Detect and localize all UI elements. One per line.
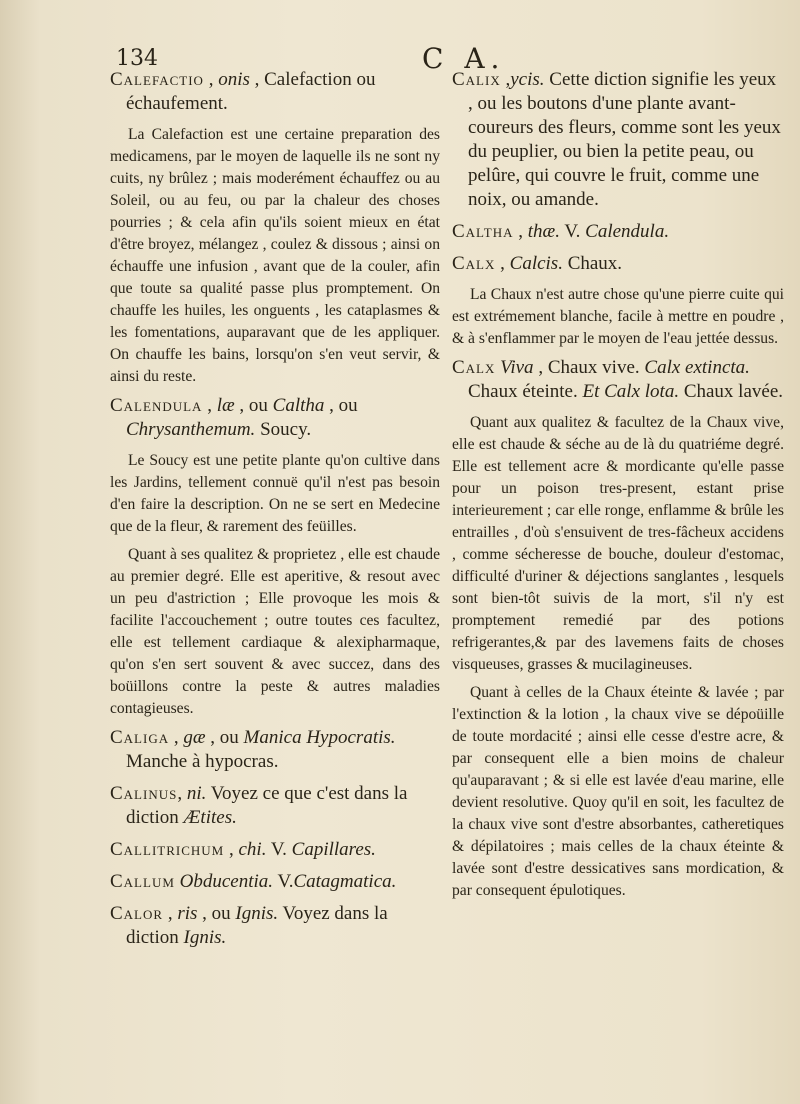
headword: Calefactio (110, 69, 204, 90)
separator: , (177, 783, 187, 804)
genitive: ycis. (510, 69, 545, 90)
heading-text: V. (559, 221, 586, 242)
entry-heading (452, 356, 784, 404)
heading-text: , ou (197, 903, 236, 924)
heading-text: Soucy. (255, 419, 312, 440)
separator: , (224, 839, 239, 860)
headword: Caliga (110, 727, 170, 748)
headword: Calx (452, 253, 496, 274)
heading-text: Voyez dans la diction (126, 903, 388, 948)
headword: Calinus (110, 783, 178, 804)
body-paragraph: La Chaux n'est autre chose qu'une pierre cuite qui est extrémement blanche, facile à mettre en poudre , & à s'enflammer par le moyen de l'eau jettée dessus. (452, 286, 784, 347)
latin-term: Ignis. (235, 903, 279, 924)
heading-text: , ou (324, 395, 358, 416)
genitive: Viva (500, 357, 534, 378)
heading-text: , ou (234, 395, 273, 416)
latin-term: Catagmatica. (293, 871, 397, 892)
latin-term: Chrysanthemum. (126, 419, 256, 440)
genitive: læ (216, 395, 235, 416)
separator: , (163, 903, 178, 924)
genitive: Calcis. (509, 253, 563, 274)
right-column (452, 68, 784, 908)
separator: , (500, 69, 511, 90)
genitive: gæ (183, 727, 206, 748)
entry-heading (452, 68, 784, 212)
headword: Callitrichum (110, 839, 225, 860)
genitive: Obducentia. (179, 871, 274, 892)
heading-text: Cette diction signifie les yeux , ou les boutons d'une plante avant-coureurs des fleurs, comme sont les yeux du peuplier, ou bien la petite peau, ou pelûre, qui couvre le fruit, comme une noix, ou amande. (468, 69, 781, 210)
heading-text: V. (266, 839, 292, 860)
latin-term: Calx extincta. (644, 357, 750, 378)
entry-heading (110, 394, 440, 442)
genitive: chi. (238, 839, 267, 860)
heading-text: V. (273, 871, 294, 892)
headword: Caltha (452, 221, 514, 242)
separator: , (513, 221, 528, 242)
entry-heading (110, 838, 440, 862)
heading-text: Chaux. (562, 253, 623, 274)
genitive: onis (218, 69, 250, 90)
genitive: ris (177, 903, 198, 924)
entry-heading (110, 870, 440, 894)
headword: Calx (452, 357, 496, 378)
latin-term: Ignis. (183, 927, 227, 948)
body-paragraph: Quant à ses qualitez & proprietez , elle est chaude au premier degré. Elle est aperitive, & resout avec un peu d'astriction ; Elle provoque les mois & facilite l'accouchement ; outre toutes ces facultez, elle est tellement cardiaque & alexipharmaque, qu'on s'en sert souvent & avec succez, dans des boüillons contre la peste & autres maladies contagieuses. (110, 546, 440, 717)
headword: Calor (110, 903, 164, 924)
separator: , (495, 253, 510, 274)
headword: Calendula (110, 395, 203, 416)
entry-heading (110, 726, 440, 774)
running-head: C A. (422, 42, 506, 75)
separator: , (202, 395, 217, 416)
body-paragraph: Quant aux qualitez & facultez de la Chaux vive, elle est chaude & séche au de là du quatriéme degré. Elle est tellement acre & mordicante qu'elle passe pour un poison tres-present, estant prise interieurement ; car elle ronge, enflamme & brûle les entrailles , d'où s'ensuivent de tres-fâcheux accidens , comme sécheresse de bouche, douleur d'estomac, difficulté d'uriner & déjections sanglantes , lesquels sont bien-tôt suivis de la mort, s'il n'y est promptement remedié par des potions refrigerantes,& par des lavemens faits de choses visqueuses, grasses & mucilagineuses. (452, 414, 784, 673)
latin-term: Et Calx lota. (582, 381, 680, 402)
body-paragraph: Quant à celles de la Chaux éteinte & lavée ; par l'extinction & la lotion , la chaux vive se dépoüille de toute mordacité ; ainsi elle cesse d'estre acre, & par consequent elle a bien moins de chaleur qu'auparavant ; & si elle est lavée d'eau marine, elle devient resolutive. Quoy qu'il en soit, les facultez de la chaux vive sont d'estre absorbantes, catheretiques & dépilatoires ; mais celles de la chaux éteinte & lavée sont d'estre dessicatives sans mordication, & par consequent épulotiques. (452, 684, 784, 899)
latin-term: Ætites. (183, 807, 237, 828)
headword: Callum (110, 871, 175, 892)
entry-heading (452, 252, 784, 276)
entry-heading (110, 782, 440, 830)
separator: , (203, 69, 219, 90)
latin-term: Calendula. (585, 221, 670, 242)
entry-heading (452, 220, 784, 244)
body-paragraph: La Calefaction est une certaine preparation des medicamens, par le moyen de laquelle ils ne sont ny cuits, ny brûlez ; mais moderément échauffez ou au Soleil, ou au feu, ou par la chaleur des choses pourries ; & cela afin qu'ils soient mieux en état d'être broyez, mélangez , coulez & dissous ; ainsi on échauffe une infusion , avant que de la couler, afin que toute sa qualité passe plus promptement. On chauffe les huiles, les onguents , les cataplasmes & les fomentations, auparavant que de les appliquer. On chauffe les bains, lorsqu'on s'en veut servir, & ainsi du reste. (110, 126, 440, 385)
heading-text: , Calefaction ou échaufement. (126, 69, 376, 114)
heading-text: Voyez ce que c'est dans la diction (126, 783, 408, 828)
genitive: ni. (186, 783, 207, 804)
heading-text: Manche à hypocras. (126, 751, 279, 772)
headword: Calix (452, 69, 501, 90)
entry-heading (110, 68, 440, 116)
latin-term: Caltha (272, 395, 325, 416)
heading-text: Chaux éteinte. (468, 381, 583, 402)
heading-text: , Chaux vive. (533, 357, 645, 378)
genitive: thæ. (527, 221, 560, 242)
latin-term: Capillares. (291, 839, 376, 860)
left-column (110, 68, 440, 958)
separator: , (169, 727, 184, 748)
entry-heading (110, 902, 440, 950)
heading-text: , ou (205, 727, 244, 748)
body-paragraph: Le Soucy est une petite plante qu'on cultive dans les Jardins, tellement connuë qu'il n'est pas besoin d'en faire la description. On ne se sert en Medecine que de la fleur, & rarement des feüilles. (110, 452, 440, 535)
heading-text: Chaux lavée. (679, 381, 784, 402)
latin-term: Manica Hypocratis. (243, 727, 396, 748)
page-number: 134 (116, 46, 158, 71)
